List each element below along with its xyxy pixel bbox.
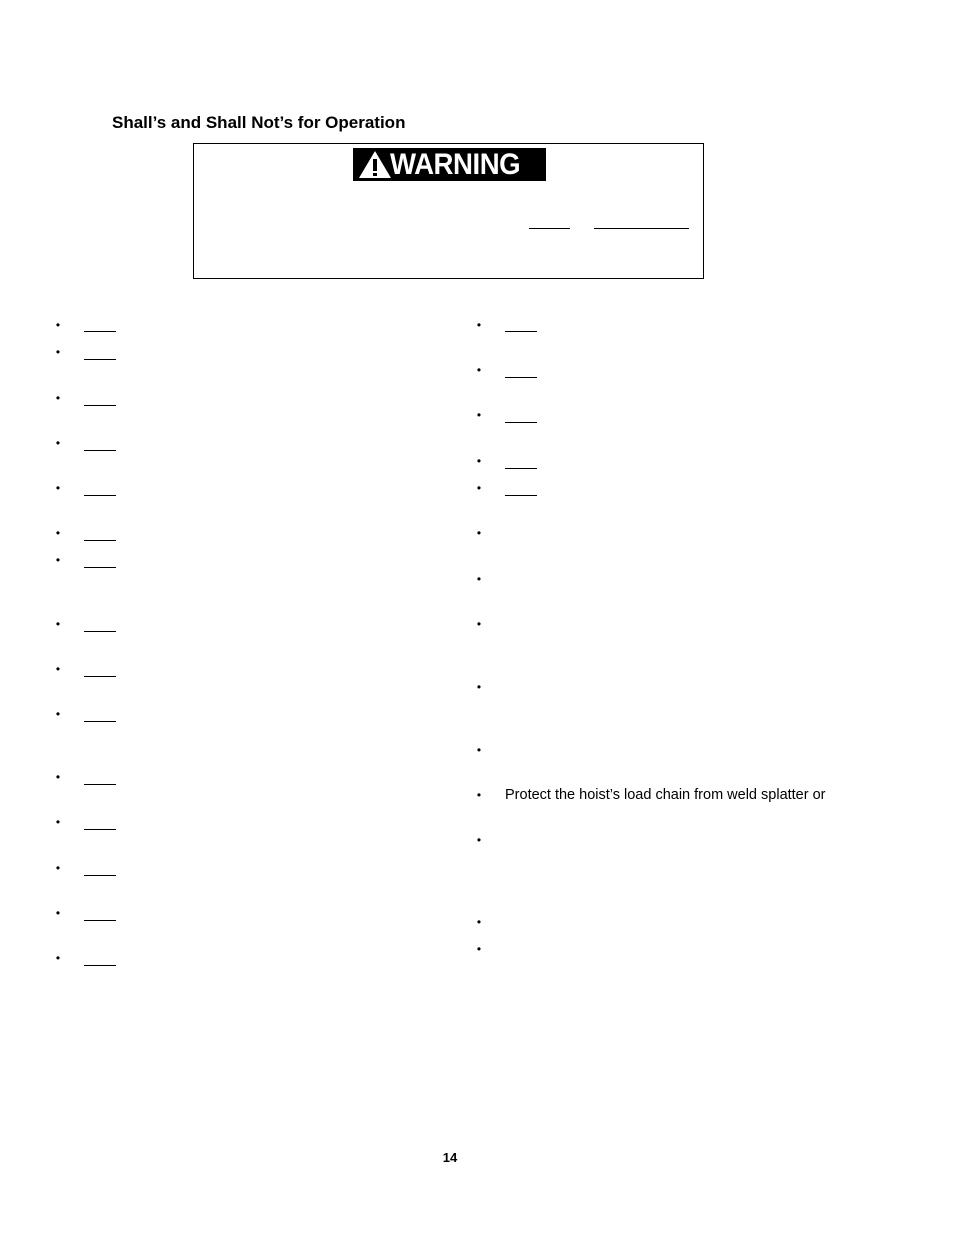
underlined-blank	[505, 331, 537, 332]
bullet-dot: •	[476, 572, 482, 586]
underlined-blank	[84, 829, 116, 830]
bullet-dot: •	[55, 553, 61, 567]
bullet-dot: •	[476, 481, 482, 495]
bullet-dot: •	[476, 318, 482, 332]
underlined-blank	[84, 676, 116, 677]
bullet-dot: •	[55, 481, 61, 495]
bullet-dot: •	[55, 707, 61, 721]
bullet-dot: •	[476, 915, 482, 929]
underlined-blank	[505, 377, 537, 378]
underlined-blank	[505, 422, 537, 423]
bullet-dot: •	[55, 815, 61, 829]
underlined-blank	[84, 721, 116, 722]
bullet-dot: •	[55, 345, 61, 359]
underlined-blank	[84, 331, 116, 332]
item-text: Protect the hoist’s load chain from weld splatter or	[505, 787, 826, 803]
bullet-dot: •	[476, 408, 482, 422]
warning-blank-long	[594, 228, 689, 229]
underlined-blank	[84, 784, 116, 785]
bullet-dot: •	[476, 526, 482, 540]
underlined-blank	[84, 495, 116, 496]
underlined-blank	[84, 875, 116, 876]
underlined-blank	[84, 359, 116, 360]
bullet-dot: •	[476, 617, 482, 631]
underlined-blank	[84, 920, 116, 921]
bullet-dot: •	[476, 454, 482, 468]
warning-blank-short	[529, 228, 570, 229]
bullet-dot: •	[55, 526, 61, 540]
bullet-dot: •	[476, 680, 482, 694]
warning-box	[193, 143, 704, 279]
bullet-dot: •	[476, 363, 482, 377]
underlined-blank	[84, 965, 116, 966]
bullet-dot: •	[55, 617, 61, 631]
bullet-dot: •	[55, 951, 61, 965]
bullet-dot: •	[55, 391, 61, 405]
bullet-dot: •	[55, 770, 61, 784]
bullet-dot: •	[476, 942, 482, 956]
underlined-blank	[84, 540, 116, 541]
warning-badge	[353, 148, 546, 181]
underlined-blank	[84, 450, 116, 451]
alert-triangle-icon	[358, 150, 392, 179]
bullet-dot: •	[55, 906, 61, 920]
page-number: 14	[442, 1150, 458, 1165]
warning-label: WARNING	[390, 147, 521, 181]
underlined-blank	[505, 468, 537, 469]
underlined-blank	[505, 495, 537, 496]
bullet-dot: •	[476, 743, 482, 757]
underlined-blank	[84, 405, 116, 406]
bullet-dot: •	[55, 436, 61, 450]
underlined-blank	[84, 567, 116, 568]
section-heading: Shall’s and Shall Not’s for Operation	[112, 113, 406, 132]
bullet-dot: •	[55, 861, 61, 875]
bullet-dot: •	[476, 833, 482, 847]
underlined-blank	[84, 631, 116, 632]
bullet-dot: •	[476, 788, 482, 802]
bullet-dot: •	[55, 318, 61, 332]
bullet-dot: •	[55, 662, 61, 676]
